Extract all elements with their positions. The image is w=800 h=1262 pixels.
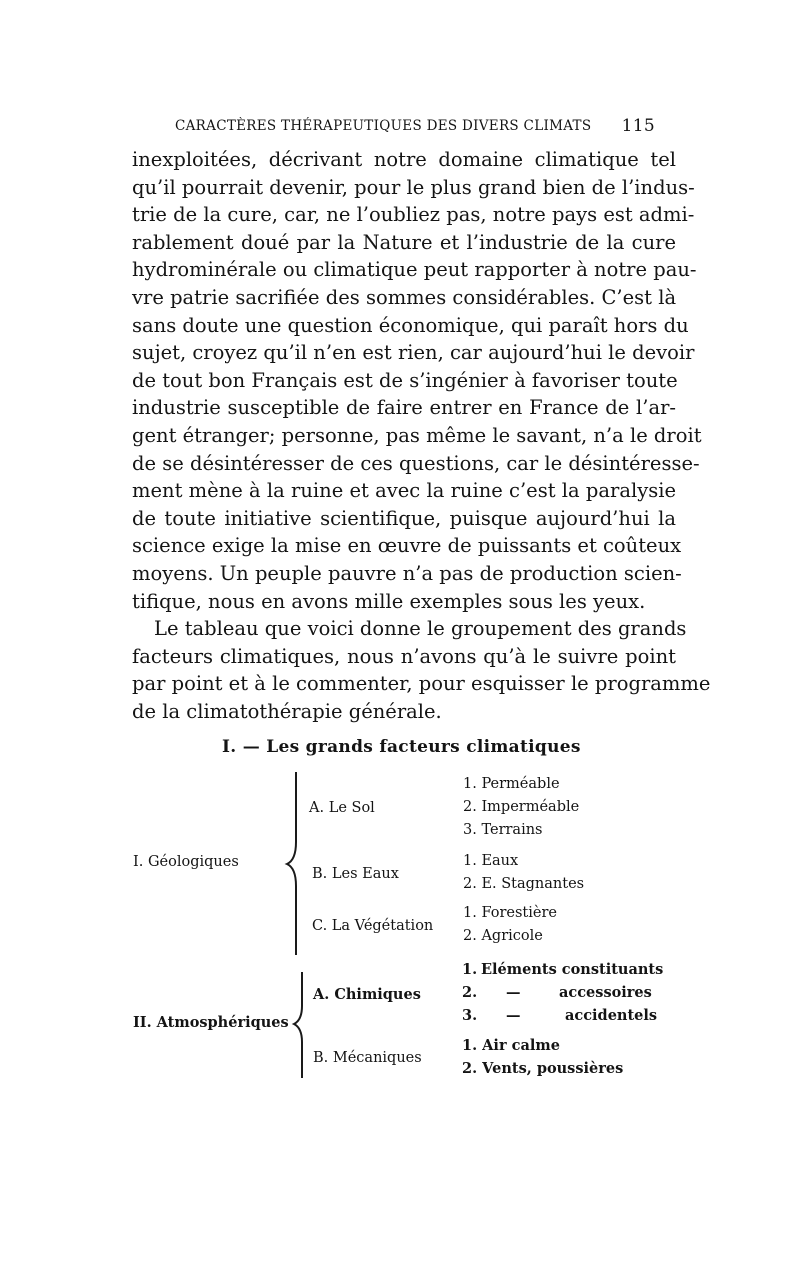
table-item: 2. Vents, poussières [462,1060,624,1077]
body-text [132,146,711,725]
text-line: de la climatothérapie générale. [132,699,442,723]
text-line: par point et à le commenter, pour esquisser le programme [132,672,711,696]
running-head [175,118,655,138]
text-line: gent étranger; personne, pas même le savant, n’a le droit [132,423,702,447]
group-label-atmospheriques: II. Atmosphériques [133,1014,289,1031]
table-item: 1. Air calme [462,1037,560,1054]
group-label-geologiques: I. Géologiques [133,854,239,870]
table-item: 3. Terrains [463,822,543,838]
subgroup-label-sol: A. Le Sol [309,800,375,816]
text-line: qu’il pourrait devenir, pour le plus grand bien de l’indus- [132,175,695,199]
brace-atmospheriques [294,972,302,1078]
text-line: hydrominérale ou climatique peut rapporter à notre pau- [132,258,697,282]
table-item: 2. Agricole [463,928,543,944]
subgroup-label-vegetation: C. La Végétation [312,918,434,934]
table-item: accidentels [565,1007,658,1024]
running-title: CARACTÈRES THÉRAPEUTIQUES DES DIVERS CLIMATS [175,118,592,134]
table-item: Eléments constituants [481,961,664,978]
table-item: 2. E. Stagnantes [463,876,585,892]
subgroup-label-chimiques: A. Chimiques [313,986,421,1003]
table-item-num: 1. [462,961,478,978]
text-line: de tout bon Français est de s’ingénier à favoriser toute [132,368,678,392]
table-item: 2. Imperméable [463,799,580,815]
page-number: 115 [621,116,655,136]
text-line: inexploitées, décrivant notre domaine climatique tel [132,148,676,171]
subgroup-label-mecaniques: B. Mécaniques [313,1050,422,1066]
brace-geologiques [287,772,296,955]
text-line: sujet, croyez qu’il n’en est rien, car aujourd’hui le devoir [132,341,695,365]
text-line: de se désintéresser de ces questions, car le désintéresse- [132,451,700,475]
text-line: vre patrie sacrifiée des sommes considérables. C’est là [132,285,677,309]
text-line: rablement doué par la Nature et l’industrie de la cure [132,230,676,254]
text-line: science exige la mise en œuvre de puissants et coûteux [132,534,682,558]
table-item: 1. Forestière [463,905,557,921]
text-line: moyens. Un peuple pauvre n’a pas de production scien- [132,561,682,585]
text-line: industrie susceptible de faire entrer en France de l’ar- [132,396,676,420]
text-line: sans doute une question économique, qui paraît hors du [132,313,689,337]
table-item-num: 2. [462,984,478,1001]
table-title: I. — Les grands facteurs climatiques [222,737,581,757]
table-item-num: 3. [462,1007,478,1024]
table-item: 1. Perméable [463,776,560,792]
text-line: ment mène à la ruine et avec la ruine c’est la paralysie [132,479,676,503]
text-line: Le tableau que voici donne le groupement des grands [154,617,687,641]
ditto-dash: — [506,984,521,1001]
table-item: accessoires [559,984,652,1001]
text-line: tifique, nous en avons mille exemples sous les yeux. [132,589,646,613]
text-line: facteurs climatiques, nous n’avons qu’à le suivre point [132,644,676,668]
text-line: de toute initiative scientifique, puisque aujourd’hui la [132,506,676,530]
ditto-dash: — [506,1007,521,1024]
table-item: 1. Eaux [463,853,519,869]
text-line: trie de la cure, car, ne l’oubliez pas, notre pays est admi- [132,203,695,227]
subgroup-label-eaux: B. Les Eaux [312,866,399,882]
